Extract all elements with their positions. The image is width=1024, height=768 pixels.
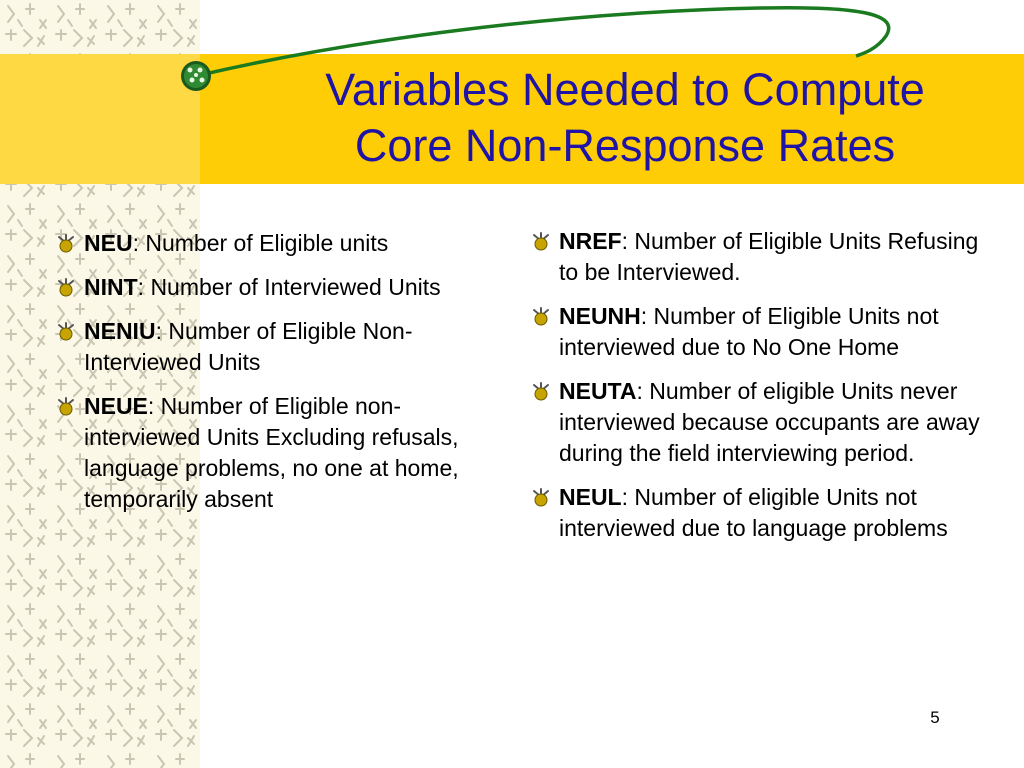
bullet-desc: : Number of Interviewed Units <box>137 274 441 300</box>
bullet-desc: : Number of Eligible Units not interviewed due to No One Home <box>559 303 939 360</box>
bullet-term: NREF <box>559 228 622 254</box>
bullet-icon <box>531 307 551 327</box>
bullet-term: NINT <box>84 274 138 300</box>
bullet-desc: : Number of Eligible non-interviewed Units Excluding refusals, language problems, no one at home, temporarily absent <box>84 393 459 512</box>
slide-title <box>250 62 1000 174</box>
bullet-neunh <box>531 301 1001 363</box>
bullet-icon <box>56 397 76 417</box>
title-line-2: Core Non-Response Rates <box>354 120 896 171</box>
bullet-icon <box>56 322 76 342</box>
bullet-icon <box>531 488 551 508</box>
bullet-desc: : Number of Eligible Non-Interviewed Units <box>84 318 413 375</box>
page-number: 5 <box>930 708 940 727</box>
bullet-icon <box>531 382 551 402</box>
bullet-icon <box>56 278 76 298</box>
bullet-desc: : Number of Eligible Units Refusing to be Interviewed. <box>559 228 979 285</box>
bullet-neu <box>56 228 506 259</box>
bullet-neue <box>56 391 506 515</box>
globe-icon <box>181 61 211 91</box>
bullet-nref <box>531 226 1001 288</box>
bullet-neuta <box>531 376 1001 469</box>
bullet-neul <box>531 482 1001 544</box>
bullet-icon <box>56 234 76 254</box>
bullet-desc: : Number of eligible Units not interviewed due to language problems <box>559 484 948 541</box>
left-bullet-list <box>56 228 506 528</box>
bullet-desc: : Number of eligible Units never interviewed because occupants are away during the field interviewing period. <box>559 378 980 466</box>
bullet-term: NEUE <box>84 393 148 419</box>
bullet-nint <box>56 272 506 303</box>
bullet-icon <box>531 232 551 252</box>
bullet-term: NEUNH <box>559 303 641 329</box>
bullet-desc: : Number of Eligible units <box>132 230 389 256</box>
bullet-term: NEUL <box>559 484 622 510</box>
title-line-1: Variables Needed to Compute <box>325 64 925 115</box>
right-bullet-list <box>531 226 1001 557</box>
bullet-term: NEUTA <box>559 378 637 404</box>
bullet-neniu <box>56 316 506 378</box>
bullet-term: NEU <box>84 230 133 256</box>
bullet-term: NENIU <box>84 318 156 344</box>
